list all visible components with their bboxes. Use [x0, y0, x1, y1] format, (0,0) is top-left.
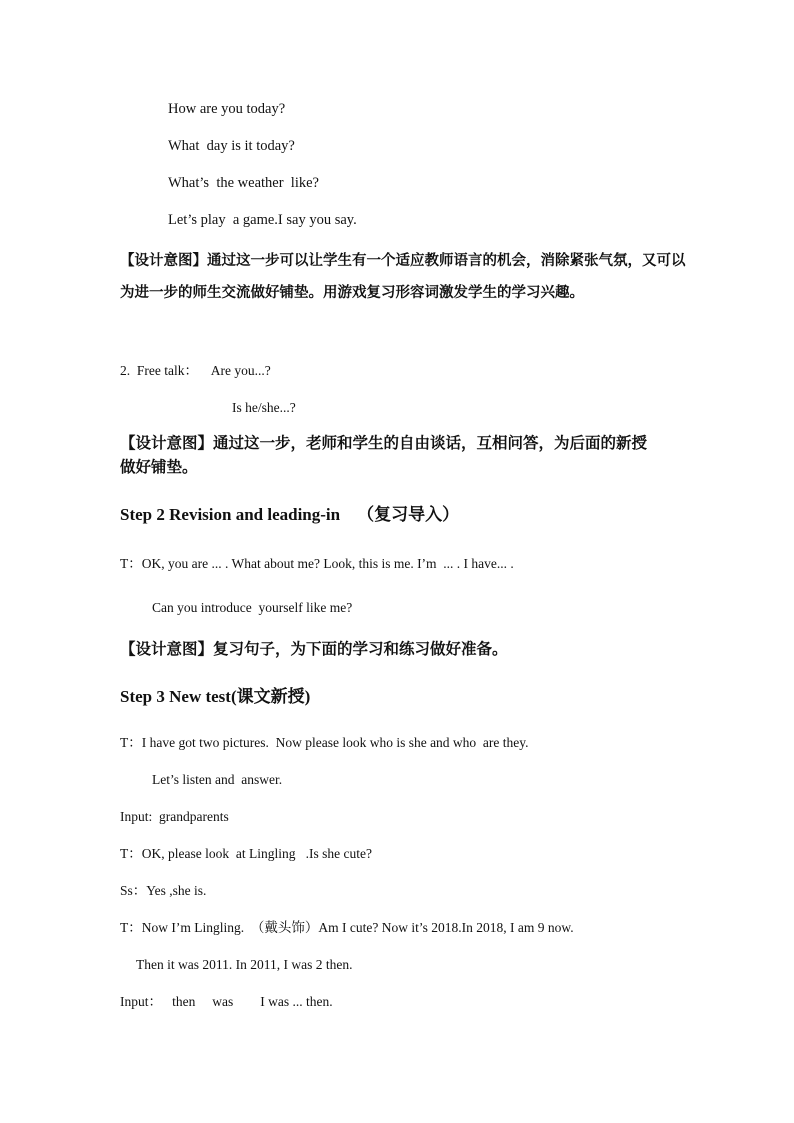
free-talk-line: 2. Free talk： Are you...?: [120, 363, 271, 378]
weather-question-line: What’s the weather like?: [168, 175, 319, 191]
input-line-2: Input： then was I was ... then.: [120, 994, 333, 1009]
students-line: Ss：Yes ,she is.: [120, 883, 207, 898]
game-line: Let’s play a game.I say you say.: [168, 212, 357, 228]
step-3-heading: Step 3 New test(课文新授): [120, 687, 311, 706]
teacher-line-3: T：OK, please look at Lingling .Is she cute?: [120, 846, 372, 861]
day-question-line: What day is it today?: [168, 138, 295, 154]
design-intent-1a: 【设计意图】通过这一步可以让学生有一个适应教师语言的机会，消除紧张气氛，又可以: [120, 253, 686, 269]
greeting-line: How are you today?: [168, 101, 286, 117]
design-intent-3: 【设计意图】复习句子，为下面的学习和练习做好准备。: [120, 641, 508, 658]
input-line-1: Input: grandparents: [120, 809, 229, 824]
introduce-line: Can you introduce yourself like me?: [152, 600, 353, 615]
step-2-heading: Step 2 Revision and leading-in （复习导入）: [120, 505, 460, 524]
design-intent-2a: 【设计意图】通过这一步，老师和学生的自由谈话，互相问答，为后面的新授: [120, 435, 648, 452]
teacher-line-1: T：OK, you are ... . What about me? Look, this is me. I’m ... . I have... .: [120, 556, 514, 571]
teacher-line-2: T：I have got two pictures. Now please look who is she and who are they.: [120, 735, 529, 750]
free-talk-question-line: Is he/she...?: [232, 400, 296, 415]
design-intent-1b: 为进一步的师生交流做好铺垫。用游戏复习形容词激发学生的学习兴趣。: [120, 285, 584, 301]
design-intent-2b: 做好铺垫。: [120, 459, 198, 476]
teacher-line-4: T：Now I’m Lingling. （戴头饰）Am I cute? Now it’s 2018.In 2018, I am 9 now.: [120, 920, 574, 935]
then-line: Then it was 2011. In 2011, I was 2 then.: [136, 957, 353, 972]
listen-line: Let’s listen and answer.: [152, 772, 283, 787]
